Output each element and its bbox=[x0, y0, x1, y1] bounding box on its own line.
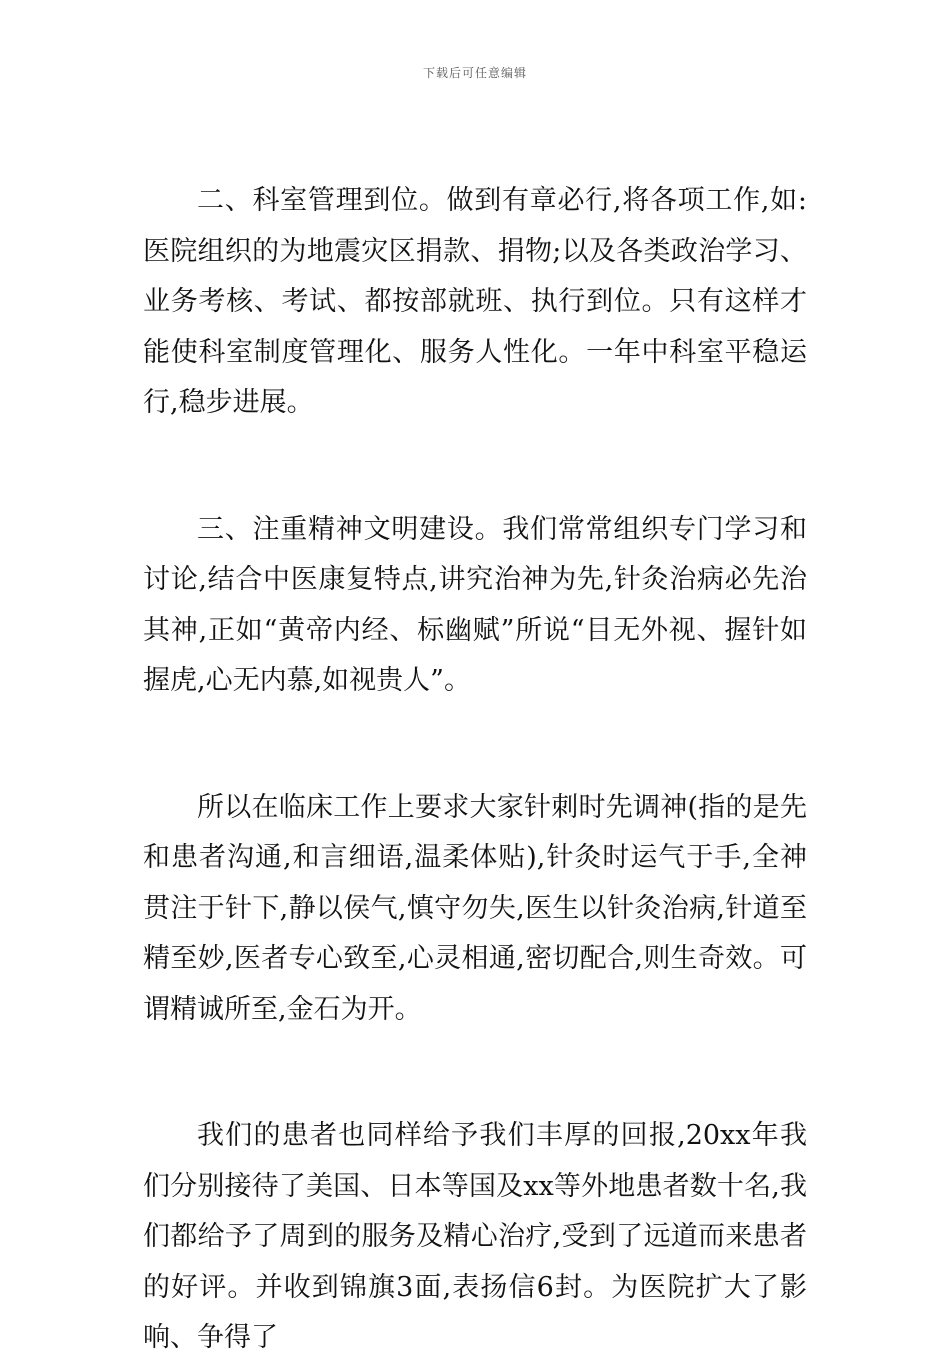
paragraph-department-management: 二、科室管理到位。做到有章必行,将各项工作,如:医院组织的为地震灾区捐款、捐物;以及各类政治学习、业务考核、考试、都按部就班、执行到位。只有这样才能使科室制度管理化、服务人性化。一年中科室平稳运行,稳步进展。 bbox=[143, 185, 807, 418]
page-header: 下载后可任意编辑 bbox=[422, 66, 527, 80]
paragraph-patient-feedback: 我们的患者也同样给予我们丰厚的回报,20xx年我们分别接待了美国、日本等国及xx等外地患者数十名,我们都给予了周到的服务及精心治疗,受到了远道而来患者的好评。并收到锦旗3面,表扬信6封。为医院扩大了影响、争得了 bbox=[143, 1120, 807, 1353]
document-body bbox=[143, 176, 807, 1364]
paragraph-spiritual-civilization: 三、注重精神文明建设。我们常常组织专门学习和讨论,结合中医康复特点,讲究治神为先,针灸治病必先治其神,正如“黄帝内经、标幽赋”所说“目无外视、握针如握虎,心无内慕,如视贵人”。 bbox=[143, 513, 807, 696]
paragraph-clinical-work: 所以在临床工作上要求大家针刺时先调神(指的是先和患者沟通,和言细语,温柔体贴),针灸时运气于手,全神贯注于针下,静以侯气,慎守勿失,医生以针灸治病,针道至精至妙,医者专心致至,心灵相通,密切配合,则生奇效。可谓精诚所至,金石为开。 bbox=[143, 791, 807, 1025]
